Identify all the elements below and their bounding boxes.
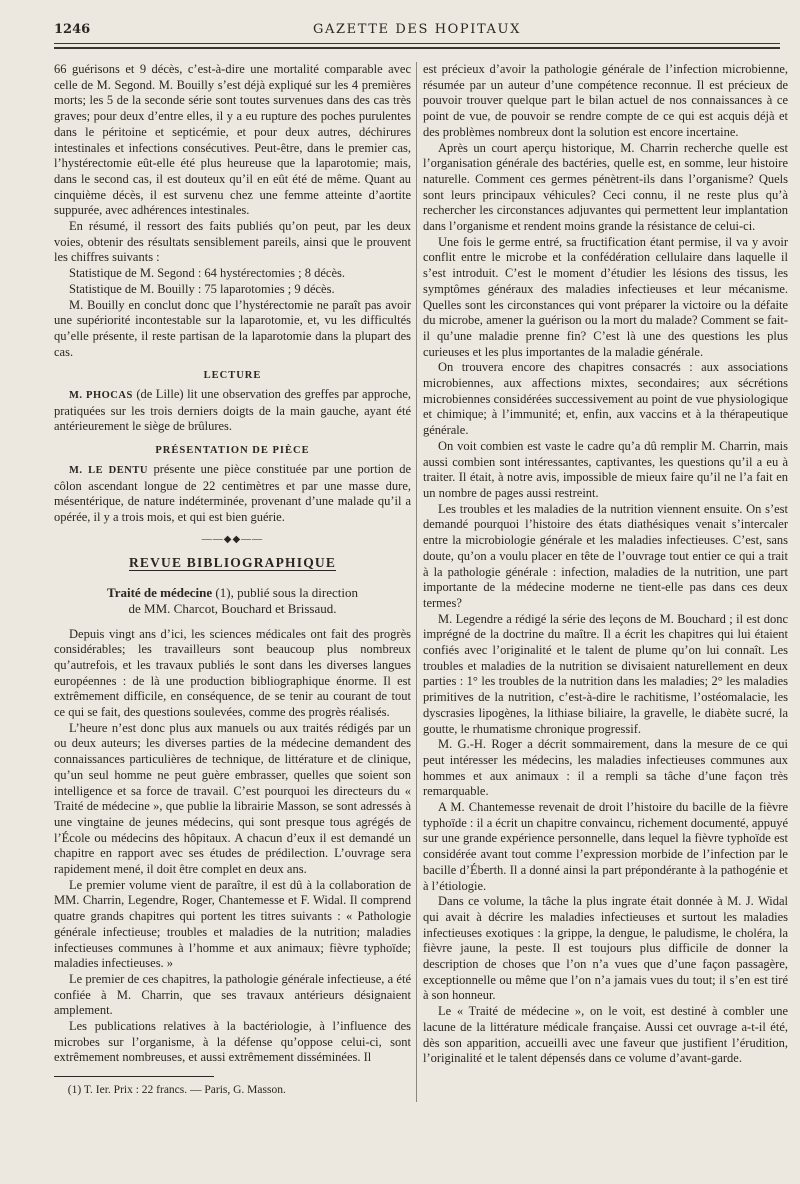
paragraph: M. Legendre a rédigé la série des leçons de M. Bouchard ; il est donc imprégné de la doctrine du maître. Il a écrit les chapitres qui lui étaient confiés avec l’originalité et le talent de plume qu’on lui connaît. Les troubles et maladies de la nutrition se divisaient naturellement en deux parties : 1° les troubles de la nutrition dans les maladies; 2° les maladies primitives de la nutrition, c’est-à-dire le rachitisme, l’ostéomalacie, les dyscrasies lipogènes, la lithiase biliaire, la gravelle, le diabète sucré, la goutte, le rhumatisme chronique progressif. — [423, 611, 788, 736]
book-title: Traité de médecine — [106, 585, 213, 601]
journal-title: GAZETTE DES HOPITAUX — [313, 22, 521, 37]
statistic-line: Statistique de M. Bouilly : 75 laparotomies ; 9 décès. — [69, 281, 335, 296]
header-rule-thick — [54, 47, 780, 49]
header-rule-thin — [54, 43, 780, 44]
footnote-rule — [54, 1076, 214, 1077]
paragraph: On voit combien est vaste le cadre qu’a dû remplir M. Charrin, mais aussi combien sont intéressantes, captivantes, les questions qu’il a eu à traiter. Il était, à notre avis, impossible de mieux faire qu’il ne l’a fait en un nombre de pages aussi restreint. — [423, 438, 788, 500]
footnote: (1) T. Ier. Prix : 22 francs. — Paris, G. Masson. — [67, 1084, 286, 1097]
paragraph: M. G.-H. Roger a décrit sommairement, dans la mesure de ce qui peut intéresser les médecins, les maladies infectieuses communes aux hommes et aux animaux : il a rempli sa tâche d’une façon très remarquable. — [423, 737, 788, 799]
paragraph: Les troubles et les maladies de la nutrition viennent ensuite. On s’est demandé pourquoi l’histoire des états diathésiques venait s’intercaler entre la microbiologie générale et les maladies infectieuses. C’est, sans doute, qu’on a voulu placer en tête de l’ouvrage tout entier ce qui a trait à la pathologie générale : infection, maladies de la nutrition, une part importante de la médecine moderne ne tient-elle pas dans ces deux termes? — [423, 501, 788, 610]
paragraph: M. Bouilly en conclut donc que l’hystérectomie ne paraît pas avoir une supériorité incontestable sur la laparotomie, et, vu les difficultés qu’elle présente, il reste partisan de la laparotomie dans la plupart des cas. — [54, 297, 411, 359]
paragraph: En résumé, il ressort des faits publiés qu’on peut, par les deux voies, obtenir des résultats sensiblement pareils, ainsi que le prouvent les chiffres suivants : — [54, 219, 411, 265]
right-column — [423, 62, 788, 1102]
left-column — [54, 62, 411, 1112]
presentation-paragraph — [54, 462, 411, 526]
paragraph: est précieux d’avoir la pathologie générale de l’infection microbienne, résumée par un auteur d’une compétence reconnue. Il est précieux de pouvoir trouver quelque part le bilan actuel de nos connaissances à ce point de vue, de pouvoir se rendre compte de ce qui est acquis déjà et des problèmes nombreux dont la solution est encore incertaine. — [423, 62, 788, 139]
book-title-rest: (1), publié sous la direction — [215, 585, 359, 601]
presentation-text: présente une pièce constituée par une portion de côlon ascendant longue de 22 centimètres et par une masse dure, mésentérique, de nature indéterminée, provenant d’une malade qu’il a opérée, il y a trois mois, et qui est bien guérie. — [54, 461, 411, 524]
paragraph: Une fois le germe entré, sa fructification étant permise, il va y avoir conflit entre le microbe et la confédération cellulaire dans laquelle il s’est introduit. C’est le moment d’étudier les lésions des tissus, les symptômes généraux des maladies infectieuses et leur mécanisme. Quelles sont les circonstances qui vont préparer la victoire ou la défaite du microbe, amener la guérison ou la mort du malade? Comment se fait-il qu’une maladie prenne fin? C’est là une des questions les plus curieuses et les plus importantes de la maladie générale. — [423, 234, 788, 359]
speaker-name: M. LE DENTU — [69, 464, 148, 476]
paragraph: Dans ce volume, la tâche la plus ingrate était donnée à M. J. Widal qui avait à décrire les maladies infectieuses et surtout les maladies infectieuses exotiques : la grippe, la dengue, le paludisme, le choléra, la fièvre jaune, la peste. Il est toujours plus difficile de donner la description de choses que l’on n’a vues que d’une façon passagère, exceptionnelle ou même que l’on n’a jamais vues du tout; il s’en est tiré à son honneur. — [423, 894, 788, 1003]
paragraph: Les publications relatives à la bactériologie, à l’influence des microbes sur l’organisme, à la défense qu’oppose celui-ci, sont extrêmement nombreuses, et aussi extrêmement disséminées. Il — [54, 1019, 411, 1065]
lecture-text: (de Lille) lit une observation des greffes par approche, pratiquées sur les trois derniers doigts de la main gauche, ayant été antérieurement le siège de brûlures. — [54, 387, 411, 434]
paragraph: L’heure n’est donc plus aux manuels ou aux traités rédigés par un ou deux auteurs; les diverses parties de la médecine demandent des connaissances particulières de technique, de littérature et de clinique, qu’un seul homme ne peut guère embrasser, quelles que soient son intelligence et sa force de travail. C’est pourquoi les directeurs du « Traité de médecine », que publie la librairie Masson, se sont adressés à une vingtaine de jeunes médecins, qui sont presque tous agrégés de l’École ou médecins des hôpitaux. A chacun d’eux il est demandé un chapitre en rapport avec ses études de prédilection. L’ouvrage sera rapidement mené, il doit être complet en deux ans. — [54, 720, 411, 877]
statistic-line: Statistique de M. Segond : 64 hystérectomies ; 8 décès. — [69, 266, 345, 281]
paragraph: Le premier de ces chapitres, la pathologie générale infectieuse, a été confiée à M. Charrin, que ses travaux antérieurs désignaient amplement. — [54, 971, 411, 1018]
lecture-paragraph — [54, 387, 411, 435]
paragraph: A M. Chantemesse revenait de droit l’histoire du bacille de la fièvre typhoïde : il a écrit un chapitre convaincu, richement documenté, appuyé sur une grande expérience personnelle, dans lequel la fièvre typhoïde est considérée avant tout comme l’expression morbide de l’infection par le bacille d’Éberth. Il a donné ainsi la part prépondérante à la pathogénie et à l’étiologie. — [423, 800, 788, 893]
page-header — [54, 22, 780, 44]
paragraph: Après un court aperçu historique, M. Charrin recherche quelle est l’organisation générale des bactéries, quelle est, en somme, leur histoire naturelle. Comment ces germes pénètrent-ils dans l’organisme? Quels sont leurs principaux véhicules? Ceci connu, il ne reste plus qu’à rechercher les circonstances adjuvantes qui permettent leur implantation dans l’organisme et rendent moins grande la résistance de celui-ci. — [423, 140, 788, 234]
paragraph: Le premier volume vient de paraître, il est dû à la collaboration de MM. Charrin, Legendre, Roger, Chantemesse et F. Widal. Il comprend quatre grands chapitres qui portent les titres suivants : « Pathologie générale infectieuse; troubles et maladies de la nutrition; maladies infectieuses communes à l’homme et aux animaux; fièvre typhoïde; maladies infectieuses. » — [54, 877, 411, 971]
section-heading-revue — [54, 555, 411, 571]
section-heading-presentation: PRÉSENTATION DE PIÈCE — [155, 445, 310, 457]
column-divider — [416, 62, 417, 1102]
page-number: 1246 — [54, 22, 91, 37]
paragraph: 66 guérisons et 9 décès, c’est-à-dire une mortalité comparable avec celle de M. Segond. M. Bouilly s’est déjà expliqué sur les 4 premières morts; les 5 de la seconde série sont toutes survenues dans des cas très graves; pour deux d’entre elles, il y a eu rupture des poches purulentes dans le péritoine et septicémie, et pour deux autres, déchirures intestinales et infections consécutives. Peut-être, dans le premier cas, l’hystérectomie eût-elle été plus heureuse que la laparotomie; mais, dans le second cas, il est douteux qu’il en eût été de même. Quant au cinquième décès, il est survenu chez une femme atteinte d’aortite suppurée, avec adhérences intestinales. — [54, 62, 411, 218]
paragraph: On trouvera encore des chapitres consacrés : aux associations microbiennes, aux affections mixtes, secondaires; aux sécrétions microbiennes considérées successivement au point de vue physiologique et chimique; à l’immunité; et, enfin, aux vaccins et à la thérapeutique générale. — [423, 360, 788, 438]
section-heading-lecture: LECTURE — [203, 370, 262, 382]
paragraph: Le « Traité de médecine », on le voit, est destiné à combler une lacune de la littérature médicale française. Aussi cet ouvrage a-t-il été, dès son apparition, accueilli avec une faveur que justifient l’érudition, l’originalité et le talent dépensés dans ce volume d’avant-garde. — [423, 1004, 788, 1066]
speaker-name: M. PHOCAS — [69, 390, 133, 402]
book-authors: de MM. Charcot, Bouchard et Brissaud. — [128, 600, 337, 616]
ornamental-separator: ——◆◆—— — [201, 533, 264, 545]
paragraph: Depuis vingt ans d’ici, les sciences médicales ont fait des progrès considérables; les travailleurs sont beaucoup plus nombreux qu’autrefois, et les travaux publiés le sont dans les diverses langues européennes : de là une production bibliographique énorme. Il est extrêmement difficile, en conséquence, de se tenir au courant de tout ce qui se fait, des questions soulevées, comme des progrès réalisés. — [54, 626, 411, 720]
revue-title: REVUE BIBLIOGRAPHIQUE — [128, 555, 337, 571]
book-title-block — [54, 585, 411, 616]
